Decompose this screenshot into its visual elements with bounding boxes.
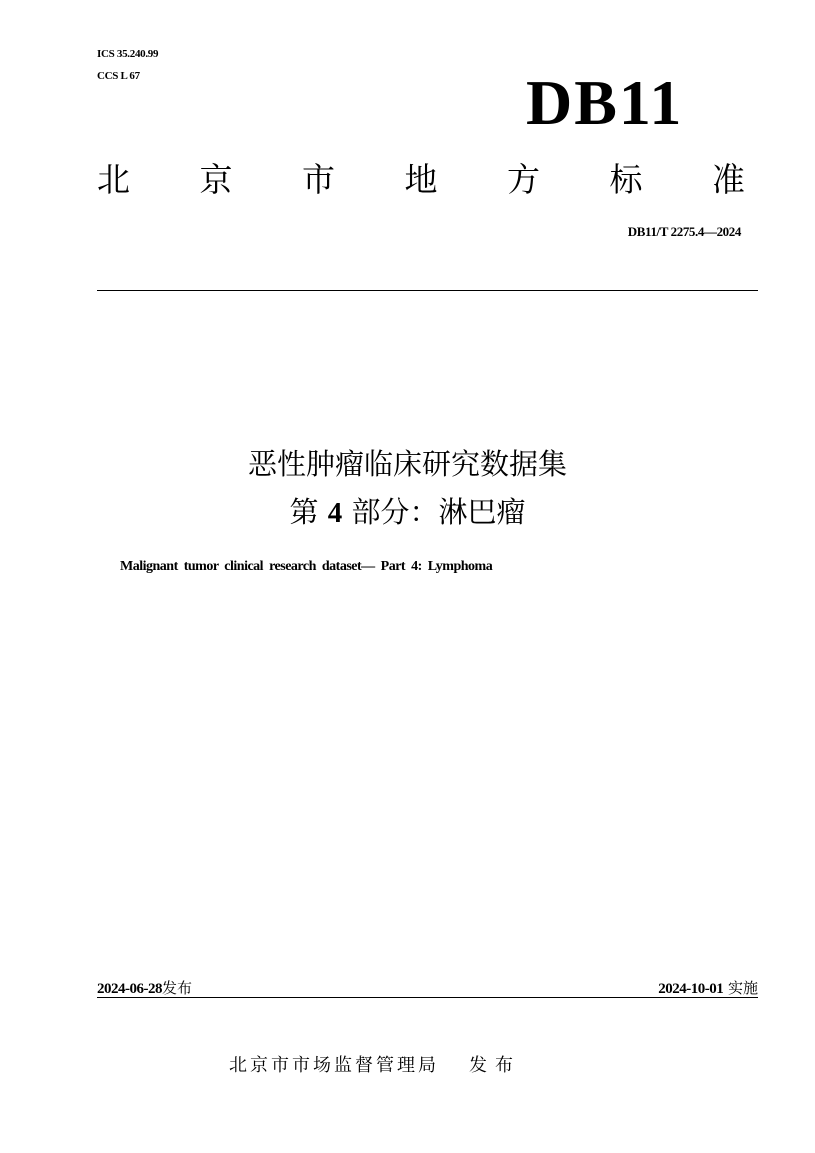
effective-label: 实施 bbox=[727, 979, 758, 997]
standard-type-char: 准 bbox=[712, 160, 745, 199]
issuing-authority bbox=[229, 1051, 521, 1077]
ccs-code: CCS L 67 bbox=[97, 70, 140, 82]
ics-code: ICS 35.240.99 bbox=[97, 48, 159, 60]
effective-date bbox=[658, 978, 758, 999]
authority-action: 发布 bbox=[469, 1055, 521, 1076]
standard-type-char: 北 bbox=[97, 160, 130, 199]
standard-type-char: 标 bbox=[609, 160, 643, 199]
standard-type-char: 京 bbox=[199, 160, 233, 199]
top-divider bbox=[97, 290, 758, 291]
english-title: Malignant tumor clinical research dataset— Part 4: Lymphoma bbox=[120, 559, 493, 574]
document-subtitle bbox=[0, 492, 815, 533]
standard-type-char: 方 bbox=[507, 160, 540, 199]
db11-logo: DB11 bbox=[526, 67, 684, 138]
subtitle-prefix: 第 bbox=[289, 495, 319, 529]
publish-date-value: 2024-06-28 bbox=[97, 981, 162, 997]
bottom-divider bbox=[97, 997, 758, 998]
classification-codes bbox=[97, 43, 158, 87]
authority-name: 北京市市场监督管理局 bbox=[229, 1055, 439, 1076]
publish-date bbox=[97, 978, 192, 999]
effective-date-value: 2024-10-01 bbox=[658, 981, 724, 997]
standard-type-char: 地 bbox=[404, 160, 438, 199]
standard-type-char: 市 bbox=[302, 160, 335, 199]
document-title: 恶性肿瘤临床研究数据集 bbox=[247, 447, 567, 481]
subtitle-suffix: 部分：淋巴瘤 bbox=[351, 495, 526, 529]
subtitle-part-number: 4 bbox=[327, 497, 343, 529]
standard-type-heading bbox=[97, 160, 745, 200]
standard-number: DB11/T 2275.4—2024 bbox=[627, 224, 741, 239]
publish-label: 发布 bbox=[162, 979, 193, 997]
